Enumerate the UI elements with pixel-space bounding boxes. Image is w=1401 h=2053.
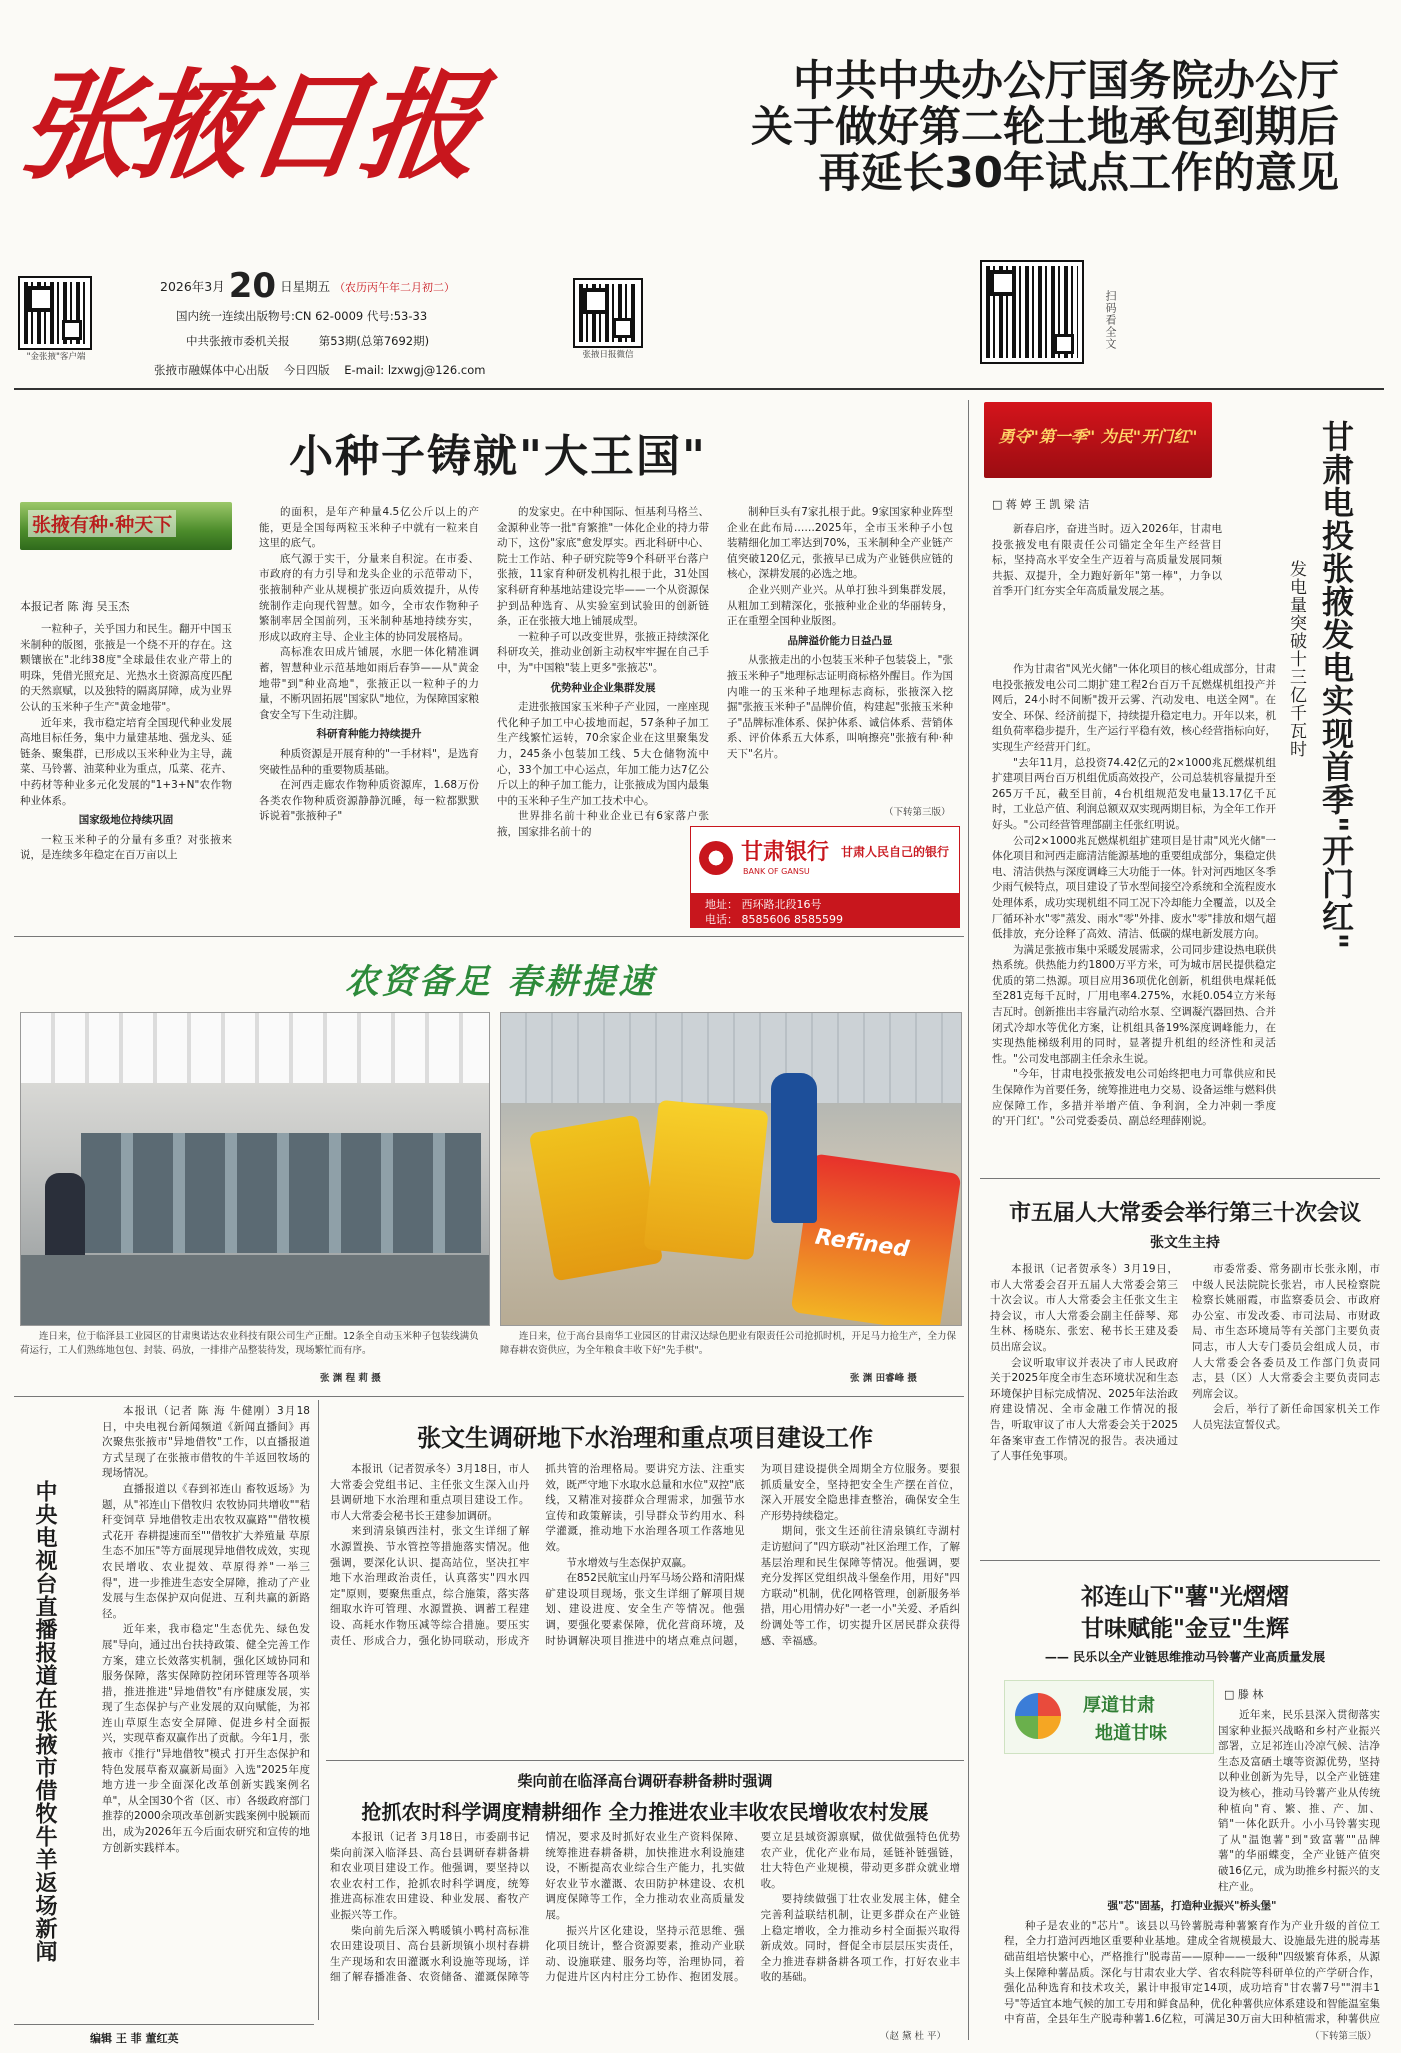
bank-address-label: 地址： [705,898,738,911]
paragraph: 新春启序，奋进当时。迈入2026年，甘肃电投张掖发电有限责任公司锚定全年生产经营目标，坚持高水平安全生产迈着与高质量发展同频共振、双提升，全力跑好新年"第一棒"，力争以首季开门红夯实全年高质量发展之基。 [992,523,1222,598]
paragraph: 种质资源是开展育种的"一手材料"，是选育突破性品种的重要物质基础。 [259,747,479,776]
qr-caption-app: "金张掖"客户端 [26,352,86,362]
factory-ceiling [21,1013,489,1083]
npc-sub: 张文生主持 [1150,1235,1220,1251]
column-divider [318,1400,319,2020]
paragraph: 走进张掖国家玉米种子产业园，一座座现代化种子加工中心拔地而起，57条种子加工生产线繁忙运转，70余家企业在这里聚集发力，245条小包装加工线、5大仓储物流中心，33个加工中心运点，年加工能力达7亿公斤以上的种子加工能力，让张掖成为国内最集中的玉米种子生产加工技术中心。 [497,701,709,807]
paragraph: 从张掖走出的小包装玉米种子包装袋上，"张掖玉米种子"地理标志证明商标格外醒目。作为国内唯一的玉米种子地理标志商标，张掖深入挖掘"张掖玉米种子"品牌价值，构建起"张掖玉米种子"品牌标准体系、保护体系、诚信体系、营销体系、评价体系五大体系，叫响擦亮"张掖有种·种天下"名片。 [727,654,953,760]
qr-code-app[interactable] [20,278,90,348]
paragraph: 近年来，民乐县深入贯彻落实国家种业振兴战略和乡村产业振兴部署，立足祁连山冷凉气候、洁净生态及富硒土壤等资源优势，坚持以种业创新为先导，以全产业链建设为核心，推动马铃薯产业从传统种植向"育、繁、推、产、加、销"一体化跃升。小小马铃薯实现了从"温饱薯"到"致富薯""品牌薯"的华丽蝶变，全产业链产值突破16亿元，成为助推乡村振兴的支柱产业。 [1218,1709,1380,1893]
paragraph: 柴向前先后深入鸭暖镇小鸭村高标准农田建设项目、高台县新坝镇小坝村春耕生产现场和农田灌溉水利设施等现场，详细了解春播准备、农资储备、灌溉保障等情况，要求及时抓好农业生产资料保障、统筹推进春耕备耕，加快推进水利设施建设，不断提高农业综合生产能力，扎实做好农业节水灌溉、农田防护林建设、农机调度保障等工作，全力推动农业高质量发展。 [330,1831,745,1984]
paragraph: 世界排名前十种业企业已有6家落户张掖，国家排名前十的 [497,810,709,838]
top-headline-line: 中共中央办公厅国务院办公厅 [792,56,1339,105]
zws-headline: 张文生调研地下水治理和重点项目建设工作 [417,1424,873,1452]
top-headline-line: 再延长30年试点工作的意见 [818,148,1339,197]
potato-byline: □ 滕 林 [1224,1688,1264,1701]
section-divider [14,936,964,937]
worker-figure [771,1073,817,1223]
right-divider-2 [980,1560,1380,1561]
column-logo [20,502,232,550]
factory-photo-caption: 连日来，位于临泽县工业园区的甘肃奥诺达农业科技有限公司生产正酣。12条全自动玉米种子包装线满负荷运行，工人们熟练地包包、封装、码放，一排排产品整装待发，现场繁忙而有序。 [20,1331,479,1356]
paragraph: 作为甘肃省"风光火储"一体化项目的核心组成部分，甘肃电投张掖发电公司二期扩建工程2台百万千瓦燃煤机组投产并网后，24小时不间断"拨开云雾、汽动发电、电送全网"。在安全、环保、经济前提下，持续提升稳定电力。开年以来，机组负荷率稳步提升，生产运行平稳有效，核心经营指标向好，实现生产经营开门红。 [992,663,1276,753]
warehouse-wall [501,1013,961,1103]
bank-ad-contact [691,893,959,927]
lead-headline: 小种子铸就"大王国" [289,431,707,482]
paragraph: 本报讯（记者贺承冬）3月18日，市人大常委会党组书记、主任张文生深入山丹县调研地下水治理和重点项目建设工作。市人大常委会秘书长王建参加调研。 [330,1463,530,1522]
column-divider [968,400,969,2040]
chai-credit: （赵 黛 杜 平） [880,2031,947,2042]
masthead-info-3: 张掖市融媒体中心出版 今日四版 E-mail: lzxwgj@126.com [154,363,486,377]
chai-kicker: 柴向前在临泽高台调研春耕备耕时强调 [517,1772,773,1790]
paragraph: 本报讯（记者贺承冬）3月19日，市人大常委会召开五届人大常委会第三十次会议。市人大常委会主任张文生主持会议，市人大常委会副主任薛琴、郑生林、杨晓东、张宏、秘书长王建及委员出席会议。 [990,1263,1178,1353]
right-top-subheadline: 发电量突破十三亿千瓦时 [1286,560,1306,758]
bank-slogan: 甘肃人民自己的银行 [841,845,950,859]
potato-body [1004,1708,1380,2028]
qr-caption-fulltext: 扫码看全文 [1104,290,1117,350]
lunar-date: （农历丙午年二月初二） [334,281,456,294]
section-divider [326,1760,964,1761]
right-divider-1 [980,1178,1380,1179]
potato-continue-note: （下转第三版） [1310,2031,1377,2042]
machine-line [81,1133,481,1253]
paragraph: 振兴片区化建设，坚持示范思维、强化项目统计，整合资源要素，推动产业联动、设施联建、服务均等，治理协同，着力促进片区内村庄分工协作、抱团发展。要立足县域资源禀赋，做优做强特色优势农产业，优化产业布局，延链补链强链，壮大特色产业规模，带动更多群众就业增收。 [545,1831,960,1984]
fertilizer-photo-caption: 连日来，位于高台县南华工业园区的甘肃汉达绿色肥业有限责任公司抢抓时机，开足马力抢生产，全力保障春耕农资供应，为全年粮食丰收下好"先手棋"。 [500,1331,957,1356]
paragraph: 近年来，我市稳定培育全国现代种业发展高地目标任务，集中力量建基地、强龙头、延链条、聚集群，已形成以玉米种业为主导，蔬菜、马铃薯、油菜种业为重点，瓜菜、花卉、中药材等种业多元化发展的"1+3+N"农作物种业体系。 [20,716,232,807]
paragraph: 一粒种子，关乎国力和民生。翻开中国玉米制种的版图，张掖是一个绕不开的存在。这颗镶嵌在"北纬38度"全球最佳农业产带上的明珠，凭借光照充足、光热水土资源高度匹配的天然禀赋，以及独特的隔离屏障，成为业界公认的玉米种子生产"黄金地带"。 [20,623,232,713]
factory-photo-credit: 张 渊 程 莉 摄 [320,1373,381,1384]
paragraph: 期间，张文生还前往清泉镇红寺湖村走访慰问了"四方联动"社区治理工作，了解基层治理和民生保障等情况。他强调，要充分发挥区党组织战斗堡垒作用，用好"四方联动"机制，优化网格管理，创新服务举措，用心用情办好"一老一小"关爱、矛盾纠纷调处等工作，切实提升区居民群众获得感、幸福感。 [760,1525,960,1647]
footer-rule [14,2024,314,2025]
gansu-brand-line-1: 厚道甘肃 [1083,1695,1155,1716]
date-block [160,266,580,306]
paragraph: 的发家史。在中种国际、恒基利马格兰、金源种业等一批"育繁推"一体化企业的持力带动下，这份"家底"愈发厚实。西北科研中心、院士工作站、种子研究院等9个科研平台落户张掖，11家育种研发机构扎根于此，31处国家科研育种基地站建设完毕——一个从资源保护到品种选育、从实验室到试验田的创新链条，正在张掖大地上铺展成型。 [497,506,709,628]
lead-col-4 [727,505,953,801]
paragraph: 会议听取审议并表决了市人民政府关于2025年度全市生态环境状况和生态环境保护目标完成情况、2025年法治政府建设情况、全市金融工作情况的报告，听取审议了市人大常委会关于2025年备案审查工作情况的报告。表决通过了人事任免事项。 [990,1356,1178,1463]
lead-col-2 [259,505,479,923]
lead-col-3 [497,505,709,923]
paragraph: 市委常委、常务副市长张永刚，市中级人民法院院长张岩，市人民检察院检察长姚丽霞，市监察委员会、市政府办公室、市发改委、市司法局、市财政局、市生态环境局等有关部门主要负责同志，市人大专门委员会组成人员，市人大常委会各委员及工作部门负责同志，县（区）人大常委会主要负责同志列席会议。 [1192,1263,1380,1400]
masthead-logo: 张掖日报 [10,56,486,195]
subheading: 国家级地位持续巩固 [78,814,174,827]
right-top-byline: □ 蒋 婷 王 凯 梁 洁 [992,498,1090,511]
bank-ad[interactable] [690,826,960,928]
paragraph: 高标准农田成片铺展，水肥一体化精准调蓄，智慧种业示范基地如雨后春笋——从"黄金地带"到"种业高地"，张掖正以一粒种子的力量，不断巩固拓展"国家队"地位，为保障国家粮食安全写下生动注脚。 [259,646,479,721]
paragraph: 种子是农业的"芯片"。该县以马铃薯脱毒种薯繁育作为产业升级的首位工程，全力打造河西地区重要种业基地。建成全省规模最大、设施最先进的脱毒基础苗组培快繁中心，严格推行"脱毒苗——原种——一级种"四级繁育体系，从源头上保障种薯品质。深化与甘肃农业大学、省农科院等科研单位的产学研合作，强化品种选育和技术攻关，累计申报审定14项，成功培育"甘农薯7号""渭丰1号"等适宜本地气候的加工专用和鲜食品种，优化种薯供应体系建设和智能温室集中育苗，全县年生产脱毒种薯1.6亿粒，可满足30万亩大田种植需求，种薯供应 [1004,1919,1380,2026]
qr-caption-wechat: 张掖日报微信 [582,350,634,360]
bag-brand-label: Refined [813,1224,911,1263]
paragraph: 一粒种子可以改变世界，张掖正持续深化科研攻关，推动业创新主动权牢牢握在自己手中，为"中国粮"装上更多"张掖芯"。 [497,630,709,674]
paragraph: 在852民航宝山丹军马场公路和清阳煤矿建设项目现场，张文生详细了解项目规划、建设进度、安全生产等情况。他强调，要强化要素保障，优化营商环境，及时协调解决项目推进中的堵点难点问题，为项目建设提供全周期全方位服务。要狠抓质量安全，坚持把安全生产摆在首位，深入开展安全隐患排查整治，确保安全生产形势持续稳定。 [545,1463,960,1647]
gansu-brand-line-2: 地道甘味 [1095,1723,1167,1744]
paragraph: 制种巨头有7家扎根于此。9家国家种业阵型企业在此布局……2025年，全市玉米种子小包装精细化加工率达到70%，玉米制种全产业链产值突破120亿元，张掖早已成为产业链供应链的核心，深耕发展的必选之地。 [727,506,953,581]
npc-headline: 市五届人大常委会举行第三十次会议 [1008,1201,1361,1226]
paragraph: 要持续做强丁壮农业发展主体，健全完善利益联结机制，让更多群众在产业链上稳定增收，全力推动乡村全面振兴取得新成效。同时，督促全市层层压实责任，全力推进春耕备耕各项工作，打好农业丰收的基础。 [760,1893,960,1984]
right-top-headline: 甘肃电投张掖发电实现首季"开门红" [1317,420,1355,951]
paragraph: 在河西走廊农作物种质资源库，1.68万份各类农作物种质资源静静沉睡，每一粒都默默诉说着"张掖种子" [259,779,479,823]
fertilizer-bag [643,1100,768,1261]
column-logo-text: 张掖有种·种天下 [28,510,176,537]
fertilizer-photo-credit: 张 渊 田睿峰 摄 [850,1373,917,1384]
paragraph: 会后，举行了新任命国家机关工作人员宪法宣誓仪式。 [1192,1403,1380,1431]
bank-en-name: BANK OF GANSU [743,867,810,876]
right-banner-text: 勇夺"第一季" 为民"开门红" [998,427,1198,446]
paragraph: 来到清泉镇西洼村，张文生详细了解水源置换、节水管控等措施落实情况。他强调，要深化认识、提高站位，坚决扛牢地下水治理政治责任，认真落实"四水四定"原则，要聚焦重点，综合施策，落实落细取水许可管理、水源置换、调蓄工程建设、高耗水作物压减等综合措施。要压实责任、形成合力，强化协同联动，形成齐抓共管的治理格局。要讲究方法、注重实效，既严守地下水取水总量和水位"双控"底线，又精准对接群众合理需求，加强节水宣传和政策解读，引导群众节约用水、科学灌溉，推动地下水治理各项工作落地见效。 [330,1463,745,1647]
top-headline-line: 关于做好第二轮土地承包到期后 [750,102,1339,151]
bank-logo-icon [699,841,733,875]
masthead-info-1: 国内统一连续出版物号:CN 62-0009 代号:53-33 [176,309,428,323]
zws-body [330,1462,960,1754]
paragraph: 底气源于实干，分量来自积淀。在市委、市政府的有力引导和龙头企业的示范带动下，张掖制种产业从规模扩张迈向质效提升，从传统制作走向现代智慧。如今，全市农作物种子繁制率居全国前列，玉米制种基地持续夯实，形成以政府主导、企业主体的协同发展格局。 [259,552,479,643]
right-top-body-wide [992,662,1276,1162]
worker-figure [45,1173,85,1263]
paragraph: 一粒玉米种子的分量有多重？对张掖来说，是连续多年稳定在百万亩以上 [20,833,232,862]
paragraph: "去年11月，总投资74.42亿元的2×1000兆瓦燃煤机组扩建项目两台百万机组优质高效投产，公司总装机容量提升至265万千瓦，截至目前，4台机组规范发电量13.17亿千瓦时，工业总产值、利润总额双双实现两期目标，为全年工作开好头。"公司经营管理部副主任张红明说。 [992,756,1276,831]
right-top-body [992,522,1222,660]
lead-col-1 [20,622,232,922]
masthead-divider [14,388,1384,390]
section-divider [14,1396,964,1397]
photo-section-title: 农资备足 春耕提速 [344,962,656,1002]
lead-continue-note: （下转第三版） [884,807,951,818]
footer-editor: 编辑 王 菲 董红英 [90,2032,179,2045]
qr-code-wechat[interactable] [575,280,641,346]
potato-headline-1: 祁连山下"薯"光熠熠 [1081,1584,1289,1610]
paragraph: 本报讯（记者 3月18日，市委副书记柴向前深入临泽县、高台县调研春耕备耕和农业项目建设工作。他强调，要坚持以农业农村工作，抢抓农时科学调度，统筹推进高标准农田建设、种业发展、畜牧产业振兴等工作。 [330,1831,530,1921]
paragraph: 节水增效与生态保护双赢。 [566,1556,693,1569]
subheading: 强"芯"固基，打造种业振兴"桥头堡" [1107,1900,1277,1913]
factory-floor [21,1255,489,1325]
right-banner [984,402,1212,478]
paragraph: 直播报道以《春到祁连山 畜牧返场》为题，从"祁连山下借牧归 农牧协同共增收""秸秆变饲草 异地借牧走出农牧双赢路""借牧模式花开 春耕提速而至""借牧扩大养殖量 草原生态不加压"等方面展现异地借牧成效，实现农民增收、农业提效、草原得养"一举三得"，进一步推进生态安全屏障，推动了产业发展与生态保护双向促进、互利共赢的新路径。 [102,1482,310,1620]
date-prefix: 2026年3月 [160,279,225,294]
subheading: 优势种业企业集群发展 [550,681,656,694]
fertilizer-bag [529,1115,663,1282]
paragraph: 企业兴则产业兴。从单打独斗到集群发展，从粗加工到精深化，张掖种业企业的华丽转身，正在重塑全国种业版图。 [727,583,953,628]
bank-address: 西环路北段16号 [741,898,822,911]
date-day: 20 [228,266,277,306]
bank-phone-label: 电话： [705,913,738,926]
cctv-body [102,1404,310,2004]
date-suffix: 日星期五 [280,279,331,294]
paragraph: 本报讯（记者 陈 海 牛健刚）3月18日，中央电视台新闻频道《新闻直播间》再次聚焦张掖市"异地借牧"工作，以直播报道方式呈现了在张掖市借牧的牛羊返回牧场的现场情况。 [102,1405,310,1480]
factory-photo [20,1012,490,1326]
npc-body [990,1262,1380,1542]
paragraph: 的面积，是年产种量4.5亿公斤以上的产能，更是全国每两粒玉米种子中就有一粒来自这里的底气。 [259,506,479,550]
paragraph: 公司2×1000兆瓦燃煤机组扩建项目是甘肃"风光火储"一体化项目和河西走廊清洁能源基地的重要组成部分，集稳定供电、清洁供热与深度调峰三大功能于一体。针对河西地区冬季少雨气候特点，项目建设了节水型间接空冷系统和全流程废水处理体系，成功实现机组不同工况下冷却能力全覆盖，以及全厂循环补水"零"蒸发、雨水"零"外排、废水"零"排放和烟气超低排放，充分诠释了高效、清洁、低碳的煤电新发展方向。 [992,834,1276,941]
chai-headline: 抢抓农时科学调度精耕细作 全力推进农业丰收农民增收农村发展 [361,1800,929,1824]
potato-headline-2: 甘味赋能"金豆"生辉 [1081,1616,1289,1642]
bank-phone: 8585606 8585599 [741,913,843,926]
top-headline [719,58,1339,196]
paragraph: 为满足张掖市集中采暖发展需求，公司同步建设热电联供热系统。供热能力约1800万平方米，可为城市居民提供稳定优质的第二热源。项目应用36项优化创新，机组供电煤耗低至281克每千瓦时，厂用电率4.275%，水耗0.054立方米每吉瓦时。创新推出丰容量汽动给水泵、空调凝汽器回热、合并闭式冷却水等优化方案，让机组具备19%深度调峰能力，在实现热能梯级利用的同时，显著提升机组的经济性和灵活性。"公司发电部副主任余永生说。 [992,943,1276,1065]
subheading: 科研育种能力持续提升 [316,728,422,741]
paragraph: 近年来，我市稳定"生态优先、绿色发展"导向，通过出台扶持政策、健全完善工作方案，建立长效落实机制，强化区域协同和服务保障，落实保障防控闭环管理等各项举措，推进推进"异地借牧"有序健康发展，实现了生态保护与产业发展的双向赋能，为祁连山草原生态安全屏障、促进乡村全面振兴，实现草畜双赢作出了贡献。今年1月，张掖市《推行"异地借牧"模式 打开生态保护和特色发展草畜双赢新局面》入选"2025年度地方进一步全面深化改革创新实践案例名单"，从全国30个省（区、市）各级政府部门推荐的2000余项改革创新实践案例中脱颖而出，成为2026年五今后面农研究和宣传的地方创新实践样本。 [102,1623,310,1854]
chai-body [330,1830,960,2026]
lead-byline: 本报记者 陈 海 吴玉杰 [20,600,130,613]
bank-name: 甘肃银行 [741,840,830,865]
subheading: 品牌溢价能力日益凸显 [787,634,893,647]
paragraph: "今年，甘肃电投张掖发电公司始终把电力可靠供应和民生保障作为首要任务，统筹推进电力交易、设备运维与燃料供应保障工作，多措并举增产值、争利润，全力冲刺一季度的'开门红'。"公司党委委员、副总经理薛刚说。 [992,1068,1276,1128]
masthead-info-2: 中共张掖市委机关报 第53期(总第7692期) [186,334,430,348]
cctv-headline: 中央电视台直播报道在张掖市借牧牛羊返场新闻 [32,1480,57,1963]
fertilizer-photo [500,1012,962,1326]
qr-code-fulltext[interactable] [982,262,1082,362]
potato-sub: —— 民乐以全产业链思维推动马铃薯产业高质量发展 [1044,1650,1326,1664]
